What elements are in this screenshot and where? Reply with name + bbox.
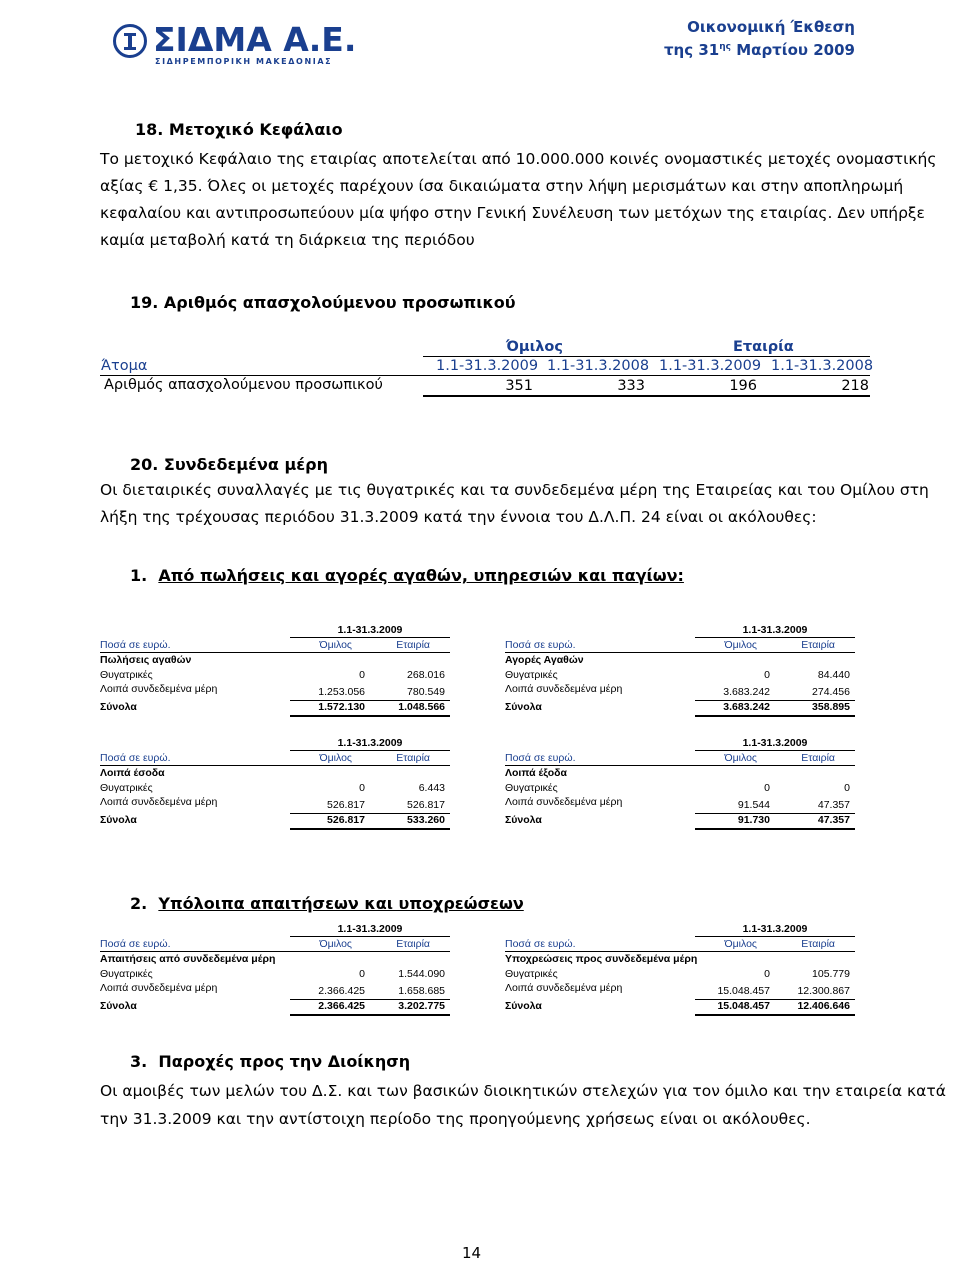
staff-value: 196	[729, 378, 757, 394]
company-total: 1.048.566	[398, 701, 445, 713]
section-18-text-line: Το μετοχικό Κεφάλαιο της εταιρίας αποτελείται από 10.000.000 κοινές ονομαστικές μετοχές ονομαστικής	[100, 150, 937, 168]
company-value: 274.456	[812, 686, 850, 698]
staff-value: 351	[505, 378, 533, 394]
other-related-label: Λοιπά συνδεδεμένα μέρη	[505, 796, 623, 808]
subsection-2-title: 2. Υπόλοιπα απαιτήσεων και υποχρεώσεων	[130, 894, 524, 913]
company-value: 47.357	[817, 799, 850, 811]
table-section-label: Απαιτήσεις από συνδεδεμένα μέρη	[100, 953, 276, 965]
period-header: 1.1-31.3.2009	[742, 923, 808, 935]
related-party-table	[505, 624, 855, 724]
company-value: 12.300.867	[797, 985, 850, 997]
group-value: 2.366.425	[318, 985, 365, 997]
amounts-label: Ποσά σε ευρώ.	[505, 639, 576, 651]
related-party-table	[505, 737, 855, 837]
group-total: 1.572.130	[318, 701, 365, 713]
section-18-text-line: αξίας € 1,35. Όλες οι μετοχές παρέχουν ίσα δικαιώματα στην λήψη μερισμάτων και στην αποπληρωμή	[100, 177, 904, 195]
group-total: 15.048.457	[717, 1000, 770, 1012]
company-col-header: Εταιρία	[396, 938, 430, 950]
group-value: 91.544	[737, 799, 770, 811]
totals-label: Σύνολα	[100, 701, 137, 713]
group-col-header: Όμιλος	[724, 639, 757, 651]
group-total: 3.683.242	[723, 701, 770, 713]
logo-emblem-icon	[113, 24, 147, 58]
company-total: 3.202.775	[398, 1000, 445, 1012]
group-total: 91.730	[737, 814, 770, 826]
group-total: 2.366.425	[318, 1000, 365, 1012]
divider	[695, 828, 855, 830]
table-section-label: Λοιπά έσοδα	[100, 767, 165, 779]
staff-value: 218	[841, 378, 869, 394]
section-18-text-line: καμία μεταβολή κατά τη διάρκεια της περιόδου	[100, 231, 475, 249]
logo-subtitle: ΣΙΔΗΡΕΜΠΟΡΙΚΗ ΜΑΚΕΔΟΝΙΑΣ	[155, 57, 333, 66]
group-col-header: Όμιλος	[319, 639, 352, 651]
group-value: 0	[359, 669, 365, 681]
staff-value: 333	[617, 378, 645, 394]
divider	[695, 1014, 855, 1016]
company-value: 105.779	[812, 968, 850, 980]
company-col-header: Εταιρία	[801, 639, 835, 651]
other-related-label: Λοιπά συνδεδεμένα μέρη	[505, 982, 623, 994]
group-total: 526.817	[327, 814, 365, 826]
group-value: 15.048.457	[717, 985, 770, 997]
company-value: 780.549	[407, 686, 445, 698]
group-col-header: Όμιλος	[319, 938, 352, 950]
group-value: 0	[359, 782, 365, 794]
related-party-table	[100, 737, 450, 837]
section-19-title: 19. Αριθμός απασχολούμενου προσωπικού	[130, 293, 516, 312]
amounts-label: Ποσά σε ευρώ.	[100, 639, 171, 651]
divider	[290, 828, 450, 830]
section-20-title: 20. Συνδεδεμένα μέρη	[130, 455, 329, 474]
company-value: 1.658.685	[398, 985, 445, 997]
company-value: 6.443	[418, 782, 445, 794]
other-related-label: Λοιπά συνδεδεμένα μέρη	[100, 982, 218, 994]
other-related-label: Λοιπά συνδεδεμένα μέρη	[505, 683, 623, 695]
report-date: της $31^{\eta\varsigma}$ Μαρτίου 2009	[663, 41, 855, 59]
logo-name: ΣΙΔΜΑ Α.Ε.	[153, 20, 357, 59]
group-value: 1.253.056	[318, 686, 365, 698]
group-label: Όμιλος	[506, 339, 563, 355]
divider	[100, 765, 450, 766]
table-section-label: Πωλήσεις αγαθών	[100, 654, 192, 666]
company-total: 533.260	[407, 814, 445, 826]
subsidiaries-label: Θυγατρικές	[505, 782, 558, 794]
subsidiaries-label: Θυγατρικές	[100, 782, 153, 794]
report-title: Οικονομική Έκθεση	[687, 18, 855, 36]
divider	[505, 951, 855, 952]
period-header: 1.1-31.3.2009	[337, 737, 403, 749]
section-3-text-line: την 31.3.2009 και την αντίστοιχη περίοδο της προηγούμενης χρήσεως είναι οι ακόλουθες.	[100, 1110, 811, 1128]
period-header: 1.1-31.3.2009	[337, 923, 403, 935]
section-18-title: 18. Μετοχικό Κεφάλαιο	[135, 120, 343, 139]
page-number: 14	[462, 1244, 482, 1262]
group-value: 0	[764, 782, 770, 794]
company-value: 1.544.090	[398, 968, 445, 980]
company-value: 84.440	[817, 669, 850, 681]
subsidiaries-label: Θυγατρικές	[505, 669, 558, 681]
company-value: 526.817	[407, 799, 445, 811]
period-header: 1.1-31.3.2009	[436, 358, 539, 374]
company-total: 47.357	[817, 814, 850, 826]
subsidiaries-label: Θυγατρικές	[505, 968, 558, 980]
divider	[695, 936, 855, 937]
section-3-text-line: Οι αμοιβές των μελών του Δ.Σ. και των βασικών διοικητικών στελεχών για τον όμιλο και την εταιρεία κατά	[100, 1082, 946, 1100]
subsection-1-title: 1. Από πωλήσεις και αγορές αγαθών, υπηρεσιών και παγίων:	[130, 566, 684, 585]
section-18-text-line: κεφαλαίου και αντιπροσωπεύουν μία ψήφο στην Γενική Συνέλευση των μετόχων της εταιρίας. Δεν υπήρξε	[100, 204, 925, 222]
company-col-header: Εταιρία	[396, 639, 430, 651]
amounts-label: Ποσά σε ευρώ.	[100, 752, 171, 764]
persons-header: Άτομα	[101, 358, 148, 374]
amounts-label: Ποσά σε ευρώ.	[505, 752, 576, 764]
period-header: 1.1-31.3.2009	[742, 624, 808, 636]
divider	[290, 1014, 450, 1016]
totals-label: Σύνολα	[100, 814, 137, 826]
other-related-label: Λοιπά συνδεδεμένα μέρη	[100, 796, 218, 808]
group-col-header: Όμιλος	[724, 752, 757, 764]
company-col-header: Εταιρία	[801, 938, 835, 950]
subsidiaries-label: Θυγατρικές	[100, 968, 153, 980]
amounts-label: Ποσά σε ευρώ.	[505, 938, 576, 950]
divider	[505, 652, 855, 653]
company-col-header: Εταιρία	[396, 752, 430, 764]
divider	[695, 750, 855, 751]
related-party-table	[505, 923, 855, 1023]
totals-label: Σύνολα	[505, 1000, 542, 1012]
divider	[100, 652, 450, 653]
divider	[695, 715, 855, 717]
period-header: 1.1-31.3.2009	[337, 624, 403, 636]
company-total: 12.406.646	[797, 1000, 850, 1012]
company-value: 0	[844, 782, 850, 794]
period-header: 1.1-31.3.2008	[547, 358, 650, 374]
company-logo	[113, 20, 357, 68]
totals-label: Σύνολα	[505, 814, 542, 826]
totals-label: Σύνολα	[505, 701, 542, 713]
amounts-label: Ποσά σε ευρώ.	[100, 938, 171, 950]
section-20-text-line: Οι διεταιρικές συναλλαγές με τις θυγατρικές και τα συνδεδεμένα μέρη της Εταιρείας και του Ομίλου στη	[100, 481, 929, 499]
section-20-text-line: λήξη της τρέχουσας περιόδου 31.3.2009 κατά την έννοια του Δ.Λ.Π. 24 είναι οι ακόλουθες:	[100, 508, 817, 526]
group-col-header: Όμιλος	[724, 938, 757, 950]
subsection-3-title: 3. Παροχές προς την Διοίκηση	[130, 1052, 411, 1071]
totals-label: Σύνολα	[100, 1000, 137, 1012]
subsidiaries-label: Θυγατρικές	[100, 669, 153, 681]
related-party-table	[100, 624, 450, 724]
group-value: 526.817	[327, 799, 365, 811]
table-section-label: Λοιπά έξοδα	[505, 767, 567, 779]
divider	[290, 750, 450, 751]
divider	[290, 936, 450, 937]
group-value: 0	[764, 968, 770, 980]
period-header: 1.1-31.3.2009	[742, 737, 808, 749]
table-section-label: Αγορές Αγαθών	[505, 654, 584, 666]
staff-row-label: Αριθμός απασχολούμενου προσωπικού	[104, 377, 383, 393]
divider	[290, 637, 450, 638]
group-col-header: Όμιλος	[319, 752, 352, 764]
divider	[505, 765, 855, 766]
company-label: Εταιρία	[733, 339, 794, 355]
divider	[695, 637, 855, 638]
company-total: 358.895	[812, 701, 850, 713]
divider	[100, 951, 450, 952]
period-header: 1.1-31.3.2009	[659, 358, 762, 374]
divider	[290, 715, 450, 717]
other-related-label: Λοιπά συνδεδεμένα μέρη	[100, 683, 218, 695]
group-value: 0	[764, 669, 770, 681]
related-party-table	[100, 923, 450, 1023]
company-value: 268.016	[407, 669, 445, 681]
group-value: 3.683.242	[723, 686, 770, 698]
period-header: 1.1-31.3.2008	[771, 358, 874, 374]
table-section-label: Υποχρεώσεις προς συνδεδεμένα μέρη	[505, 953, 698, 965]
group-value: 0	[359, 968, 365, 980]
company-col-header: Εταιρία	[801, 752, 835, 764]
